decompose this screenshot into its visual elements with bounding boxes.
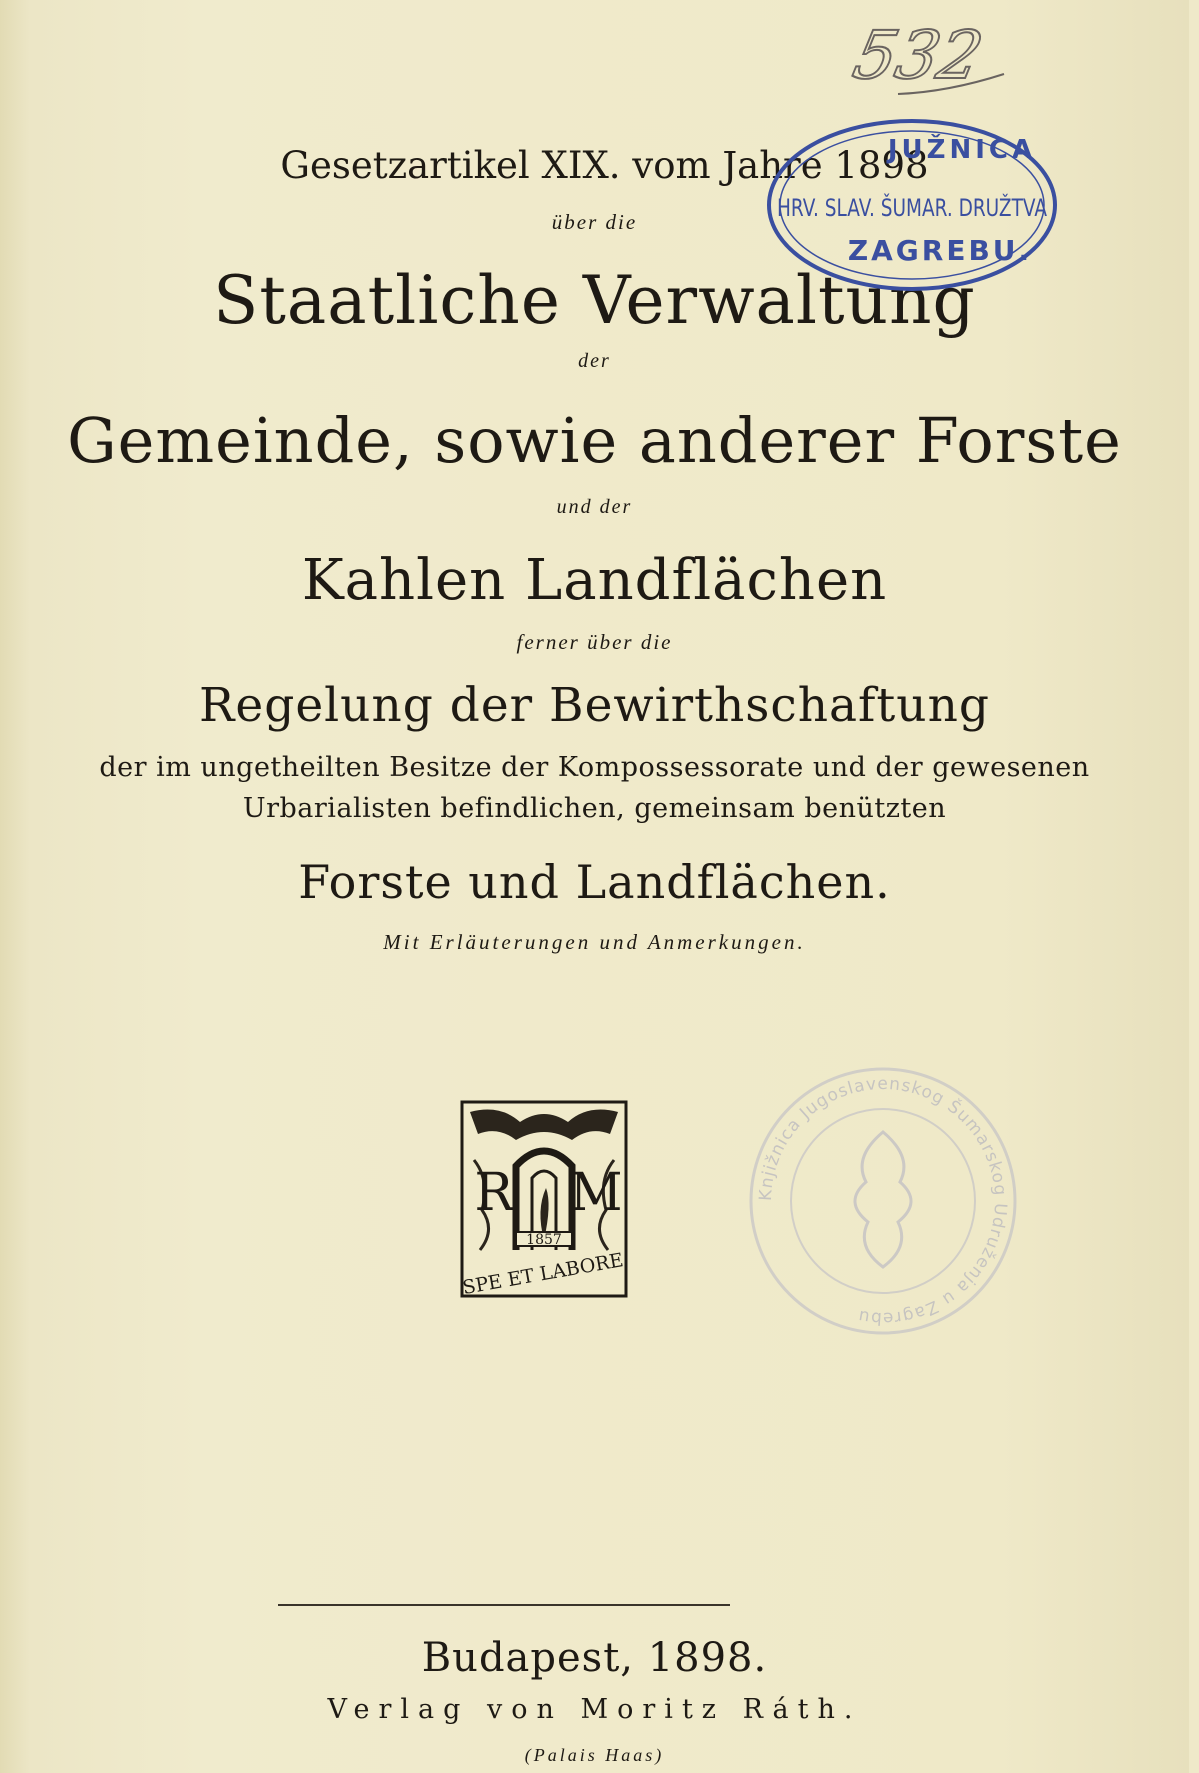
handwritten-number-text: 532 [847, 16, 990, 94]
emblem-letter-left: R [474, 1163, 514, 1223]
description-line-1: der im ungetheilten Besitze der Kompossessorate und der gewesenen [99, 752, 1090, 783]
connector-ueber-die: über die [551, 210, 638, 234]
connector-ferner: ferner über die [516, 630, 673, 654]
subtitle-forests-lands: Forste und Landflächen. [298, 855, 891, 909]
svg-text:Knjižnica Jugoslavenskog Šumar [756, 1074, 1010, 1328]
emblem-motto: SPE ET LABORE [460, 1249, 625, 1300]
subtitle-forests: Gemeinde, sowie anderer Forste [67, 404, 1122, 477]
stamp-middle-text: HRV. SLAV. ŠUMAR. DRUŽTVA [777, 194, 1128, 222]
act-line: Gesetzartikel XIX. vom Jahre 1898 [280, 144, 929, 187]
library-stamp-blue [762, 112, 1128, 298]
connector-der: der [578, 350, 611, 372]
subtitle-regulation: Regelung der Bewirthschaftung [199, 678, 990, 733]
emblem-year: 1857 [526, 1232, 562, 1248]
connector-und-der: und der [556, 496, 633, 518]
stamp-bottom-text: ZAGREBU. [847, 234, 1033, 267]
place-year: Budapest, 1898. [421, 1635, 768, 1681]
publisher-address: (Palais Haas) [524, 1745, 665, 1765]
publisher-emblem [460, 1100, 628, 1298]
stamp-top-text: JUŽNICA [887, 135, 1037, 165]
stamp-ring-text: Knjižnica Jugoslavenskog Šumarskog Udruženja u Zagrebu [755, 1073, 1011, 1329]
library-stamp-faint [748, 1062, 1018, 1340]
subtitle-bare-land: Kahlen Landflächen [301, 548, 888, 613]
emblem-letter-right: M [569, 1163, 623, 1223]
description-line-2: Urbarialisten befindlichen, gemeinsam benützten [242, 793, 947, 824]
handwritten-number [847, 14, 1008, 102]
publisher-line: Verlag von Moritz Ráth. [327, 1694, 862, 1725]
main-title: Staatliche Verwaltung [213, 262, 976, 339]
notes-line: Mit Erläuterungen und Anmerkungen. [383, 930, 806, 954]
imprint-rule [278, 1604, 730, 1606]
